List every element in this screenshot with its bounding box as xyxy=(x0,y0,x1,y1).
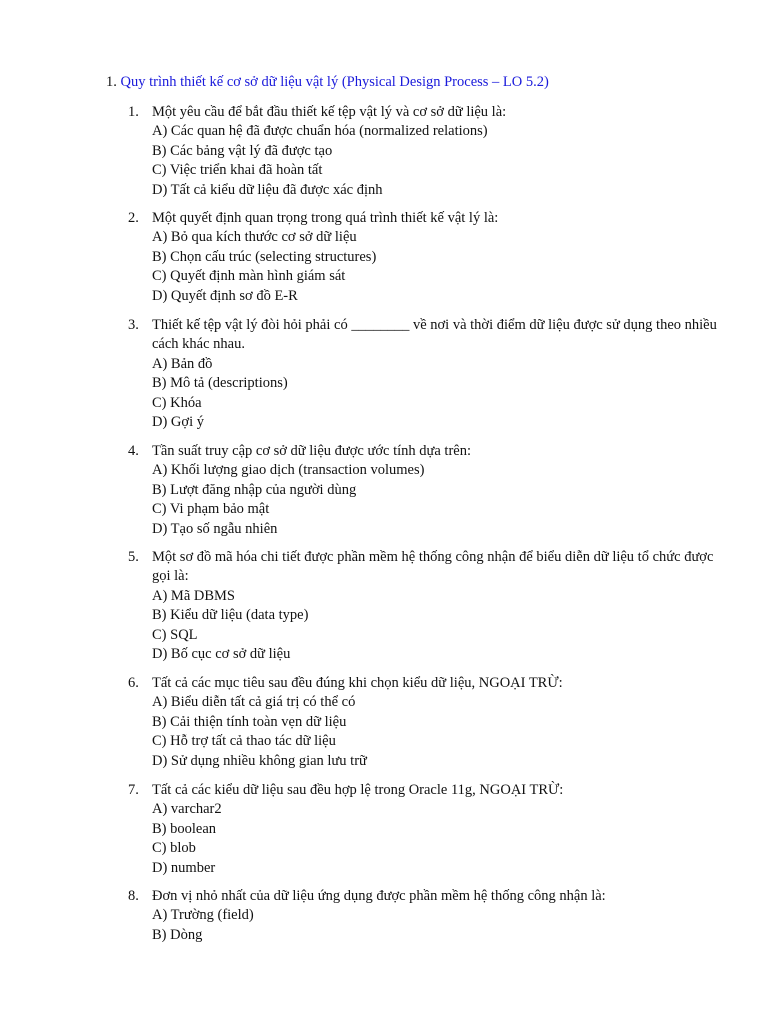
question-text: Một yêu cầu để bắt đầu thiết kế tệp vật lý và cơ sở dữ liệu là: xyxy=(152,104,507,120)
section-heading xyxy=(106,72,549,92)
question-text: Thiết kế tệp vật lý đòi hỏi phải có ________ về nơi và thời điểm dữ liệu được sử dụng theo nhiều cách khác nhau. xyxy=(152,317,717,353)
question-1 xyxy=(128,103,718,200)
answer-option-a: A) Biểu diễn tất cả giá trị có thể có xyxy=(152,694,356,711)
question-8 xyxy=(128,887,718,945)
answer-option-c: C) SQL xyxy=(152,626,198,643)
answer-option-d: D) Bố cục cơ sở dữ liệu xyxy=(152,646,291,663)
answer-option-c: C) blob xyxy=(152,840,196,857)
answer-option-a: A) Bỏ qua kích thước cơ sở dữ liệu xyxy=(152,229,357,246)
section-title: Quy trình thiết kế cơ sở dữ liệu vật lý (Physical Design Process – LO 5.2) xyxy=(120,74,549,90)
question-text: Tần suất truy cập cơ sở dữ liệu được ước tính dựa trên: xyxy=(152,443,471,459)
answer-option-d: D) number xyxy=(152,859,216,876)
question-4 xyxy=(128,442,718,539)
question-number: 2. xyxy=(128,210,139,226)
answer-option-c: C) Việc triển khai đã hoàn tất xyxy=(152,162,323,179)
answer-option-a: A) Bản đồ xyxy=(152,355,213,372)
section-number: 1. xyxy=(106,74,117,90)
answer-option-d: D) Tất cả kiểu dữ liệu đã được xác định xyxy=(152,181,383,198)
question-number: 7. xyxy=(128,782,139,798)
answer-option-a: A) Mã DBMS xyxy=(152,587,235,604)
question-number: 6. xyxy=(128,675,139,691)
answer-option-a: A) Khối lượng giao dịch (transaction volumes) xyxy=(152,462,425,479)
answer-option-c: C) Quyết định màn hình giám sát xyxy=(152,268,346,285)
question-number: 4. xyxy=(128,443,139,459)
question-number: 1. xyxy=(128,104,139,120)
question-text: Tất cả các kiểu dữ liệu sau đều hợp lệ trong Oracle 11g, NGOẠI TRỪ: xyxy=(152,782,564,798)
question-2 xyxy=(128,209,718,306)
answer-option-a: A) Trường (field) xyxy=(152,907,254,924)
answer-option-c: C) Khóa xyxy=(152,394,202,411)
answer-option-b: B) Kiểu dữ liệu (data type) xyxy=(152,607,309,624)
answer-option-b: B) Mô tả (descriptions) xyxy=(152,375,288,392)
question-number: 8. xyxy=(128,888,139,904)
answer-option-a: A) Các quan hệ đã được chuẩn hóa (normalized relations) xyxy=(152,123,488,140)
question-3 xyxy=(128,316,718,432)
question-5 xyxy=(128,548,718,664)
answer-option-d: D) Tạo số ngẫu nhiên xyxy=(152,520,278,537)
answer-option-c: C) Hỗ trợ tất cả thao tác dữ liệu xyxy=(152,733,336,750)
answer-option-d: D) Quyết định sơ đồ E-R xyxy=(152,287,298,304)
question-7 xyxy=(128,781,718,878)
question-text: Một sơ đồ mã hóa chi tiết được phần mềm hệ thống công nhận để biểu diễn dữ liệu tổ chức được gọi là: xyxy=(152,549,714,585)
answer-option-c: C) Vi phạm bảo mật xyxy=(152,501,270,518)
answer-option-b: B) Lượt đăng nhập của người dùng xyxy=(152,481,357,498)
question-number: 3. xyxy=(128,317,139,333)
answer-option-a: A) varchar2 xyxy=(152,801,222,818)
question-text: Một quyết định quan trọng trong quá trình thiết kế vật lý là: xyxy=(152,210,499,226)
answer-option-b: B) Chọn cấu trúc (selecting structures) xyxy=(152,248,377,265)
answer-option-b: B) boolean xyxy=(152,820,217,837)
answer-option-b: B) Các bảng vật lý đã được tạo xyxy=(152,142,333,159)
question-text: Tất cả các mục tiêu sau đều đúng khi chọn kiểu dữ liệu, NGOẠI TRỪ: xyxy=(152,675,563,691)
question-number: 5. xyxy=(128,549,139,565)
answer-option-b: B) Dòng xyxy=(152,926,203,943)
question-text: Đơn vị nhỏ nhất của dữ liệu ứng dụng được phần mềm hệ thống công nhận là: xyxy=(152,888,606,904)
question-6 xyxy=(128,674,718,771)
answer-option-d: D) Sử dụng nhiều không gian lưu trữ xyxy=(152,752,367,769)
answer-option-d: D) Gợi ý xyxy=(152,414,204,431)
answer-option-b: B) Cải thiện tính toàn vẹn dữ liệu xyxy=(152,713,347,730)
